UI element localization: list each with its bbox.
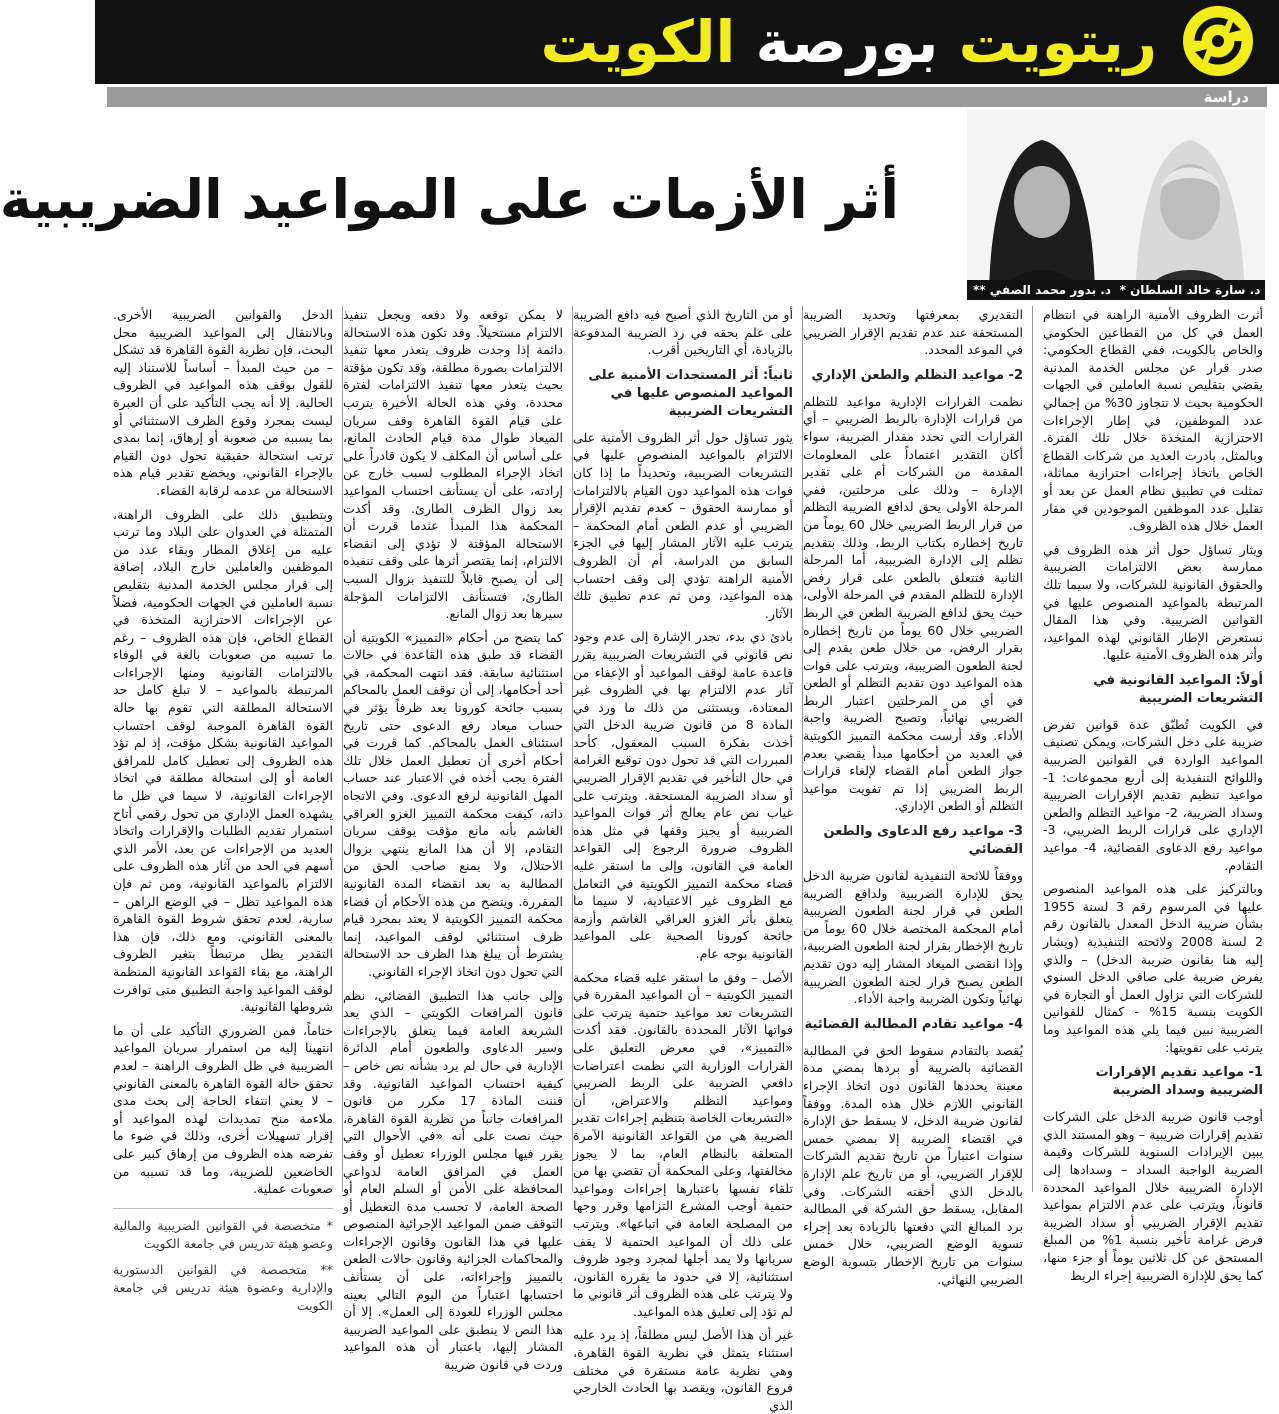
author-photo-2 (967, 110, 1117, 300)
subheading: أولاً: المواعيد القانونية في التشريعات الضريبية (1093, 672, 1263, 706)
masthead-title-word-1: ريتويت (958, 8, 1157, 76)
paragraph: أوجب قانون ضريبة الدخل على الشركات تقديم إقرارات ضريبية – وهو المستند الذي يبين الإيرادات السنوية للشركات وقيمة الضريبة الواجبة السداد – وسدادها إلى الإدارة الضريبية خلال المواعيد المحددة قانوناً، ويترتب على عدم الالتزام بمواعيد تقديم الإقرار الضريبي أو سداد الضريبة فرض غرامة تأخير بنسبة 1% من المبلغ المستحق عن كل ثلاثين يوماً أو جزء منها، كما يحق للإدارة الضريبية إجراء الربط (1043, 1109, 1263, 1283)
paragraph: وبالتركيز على هذه المواعيد المنصوص عليها في المرسوم رقم 3 لسنة 1955 بشأن ضريبة الدخل المعدل بالقانون رقم 2 لسنة 2008 ولائحته التنفيذية (ويشار إليه هنا بقانون ضريبة الدخل) – والذي يفرض ضريبة على صافي الدخل السنوي للشركات التي تزاول العمل أو التجارة في الكويت بنسبة 15% - كمثال للقوانين الضريبية نبين فيما يلي هذه المواعيد وما يترتب على تفويتها: (1043, 881, 1263, 1055)
subheading: 4- مواعيد تقادم المطالبة القضائية (804, 1016, 1023, 1032)
refresh-cycle-icon (1183, 6, 1253, 76)
paragraph: وإلى جانب هذا التطبيق القضائي، نظم قانون المرافعات الكويتي – الذي يعد الشريعة العامة فيما يتعلق بالإجراءات وسير الدعاوى والطعون أمام الدائرة الإدارية في حال لم يرد بشأنه نص خاص – كيفية احتساب المواعيد القانونية. وقد قننت المادة 17 مكرر من قانون المرافعات جانباً من نظرية القوة القاهرة، حيث نصت على أنه «في الأحوال التي يقرر فيها مجلس الوزراء تعطيل أو وقف العمل في المرافق العامة لدواعي المحافظة على الأمن أو السلم العام أو الصحة العامة، لا تحسب مدة التعطيل أو التوقف ضمن المواعيد الإجرائية المنصوص عليها في هذا القانون وقانون الإجراءات والمحاكمات الجزائية وقانون حالات الطعن بالتمييز وإجراءاته، على أن يستأنف احتسابها اعتباراً من اليوم التالي بعينه مجلس الوزراء للعودة إلى العمل». إلا أن هذا النص لا ينطبق على المواعيد الضريبية المشار إليها، باعتبار أن هذه المواعيد وردت في قانون ضريبة (343, 987, 563, 1373)
author-footnote-1: * متخصصة في القوانين الضريبية والمالية وعضو هيئة تدريس في جامعة الكويت (113, 1217, 333, 1251)
subheading: 2- مواعيد التظلم والطعن الإداري (811, 367, 1023, 383)
paragraph: يُقصد بالتقادم سقوط الحق في المطالبة القضائية بالضريبة أو بردها بمضي مدة معينة يحددها القانون دون اتخاذ الإجراء القانوني اللازم خلال هذه المدة. ووفقاً لقانون ضريبة الدخل، لا يسقط حق الإدارة في اقتضاء الضريبة إلا بمضي خمس سنوات اعتباراً من تاريخ تقديم الشركات للإقرار الضريبي، أو من تاريخ علم الإدارة بالدخل الذي أخفته الشركات. وفي المقابل، يسقط حق الشركة في المطالبة برد المبالغ التي دفعتها بالزيادة بعد إجراء تسوية الوضع الضريبي، خلال خمس سنوات من تاريخ الإخطار بتسوية الوضع الضريبي النهائي. (803, 1042, 1023, 1287)
paragraph: التقديري بمعرفتها وتحديد الضريبة المستحقة عند عدم تقديم الإقرار الضريبي في الموعد المحدد. (803, 307, 1023, 358)
paragraph: ختاماً، فمن الضروري التأكيد على أن ما انتهينا إليه من استمرار سريان المواعيد الضريبية في ظل الظروف الراهنة – لعدم تحقق حالة القوة القاهرة بالمعنى القانوني – لا يعني انتفاء الحاجة إلى بحث مدى ملاءمة منح تمديدات لهذه المواعيد أو إقرار تسهيلات أخرى، وذلك في ضوء ما تفرضه هذه الظروف من إرهاق كبير على الخاضعين للضريبة، وما قد تسببه من صعوبات عملية. (113, 1022, 333, 1197)
paragraph: ووفقاً للائحة التنفيذية لقانون ضريبة الدخل يحق للإدارة الضريبية ولدافع الضريبة الطعن في قرار لجنة الطعون الضريبية أمام المحكمة المختصة خلال 60 يوماً من تاريخ الإخطار بقرار لجنة الطعون الضريبية، وإذا انقضى الميعاد المشار إليه دون تقديم الطعن يصبح قرار لجنة الطعون الضريبية نهائياً وتكون الضريبة واجبة الأداء. (803, 868, 1024, 1007)
section-label: دراسة (1203, 88, 1249, 106)
paragraph: غير أن هذا الأصل ليس مطلقاً، إذ يرد عليه استثناء يتمثل في نظرية القوة القاهرة، وهي نظرية عامة مستقرة في مختلف فروع القانون، ويقصد بها الحادث الخارجي الذي (573, 1327, 793, 1413)
article-column-3 (573, 306, 793, 1413)
author-caption-2: د. بدور محمد الصفي ** (967, 280, 1117, 300)
paragraph: وبتطبيق ذلك على الظروف الراهنة، المتمثلة في العدوان على البلاد وما ترتب عليه من إغلاق المطار وبقاء عدد من الموظفين والعاملين خارج البلاد، إضافة إلى قرار مجلس الخدمة المدنية بتقليص نسبة العاملين في الجهات الحكومية، فضلاً عن الإجراءات الاحترازية المتخذة في القطاع الخاص، فإن هذه الظروف – رغم ما تسببه من صعوبات بالغة في الوفاء بالالتزامات القانونية ومنها الإجراءات المرتبطة بالمواعيد – لا تبلغ كامل حد الاستحالة المطلقة التي تقوم بها حالة القوة القاهرة الموجبة لوقف احتساب المواعيد القانونية بشكل مؤقت، إذ لم تؤد هذه الظروف إلى تعطيل كامل للمرافق العامة أو إلى استحالة مطلقة في اتخاذ الإجراءات القانونية، لا سيما في ظل ما يشهده العمل الإداري من تحول رقمي أتاح استمرار تقديم الطلبات والإقرارات واتخاذ العديد من الإجراءات عن بعد، الأمر الذي أسهم في الحد من آثار هذه الظروف على الالتزام بالمواعيد القانونية، ومن ثم فإن هذه المواعيد تظل – في الوضع الراهن – سارية، لعدم تحقق شروط القوة القاهرة بالمعنى القانوني. ومع ذلك، فإن هذا التقدير يظل مرتبطاً بتغير الظروف الراهنة، مع بقاء القواعد القانونية المنظمة لوقف المواعيد واجبة التطبيق متى توافرت شروطها القانونية. (113, 506, 333, 1015)
author-portrait-1 (1115, 110, 1265, 300)
author-footnote-2: ** متخصصة في القوانين الدستورية والإدارية وعضوة هيئة تدريس في جامعة الكويت (113, 1261, 333, 1313)
paragraph: أو من التاريخ الذي أصبح فيه دافع الضريبة على علم بحقه في رد الضريبة المدفوعة بالزيادة، أي التاريخين أقرب. (573, 307, 793, 358)
paragraph: الأصل – وفق ما استقر عليه قضاء محكمة التمييز الكويتية – أن المواعيد المقررة في التشريعات تعد مواعيد حتمية يترتب على فواتها الآثار المحددة بالقانون. فقد أكدت «التمييز»، في معرض التعليق على القرارات الوزارية التي نظمت اعتراضات دافعي الضريبة على الربط الضريبي ومواعيد التظلم والاعتراض، أن «التشريعات الخاصة بتنظيم إجراءات تقدير الضريبة هي من القواعد القانونية الآمرة المتعلقة بالنظام العام، بما لا يجوز مخالفتها، وعلى المحكمة أن تقضي بها من تلقاء نفسها باعتبارها إجراءات ومواعيد حتمية أوجب المشرع التزامها وقرر وجها من المصلحة العامة في اتباعها». ويترتب على ذلك أن المواعيد الحتمية لا يقف سريانها ولا يمد أجلها لمجرد وجود ظروف استثنائية، إلا في حدود ما يقرره القانون، ولا يترتب على هذه الظروف أثر قانوني ما لم تؤد إلى تعليق هذه المواعيد. (573, 969, 793, 1319)
article-column-4 (343, 306, 563, 1373)
author-caption-1: د. سارة خالد السلطان * (1115, 280, 1265, 300)
author-photo-1 (1115, 110, 1265, 300)
masthead-title (541, 4, 1158, 80)
paragraph: لا يمكن توقعه ولا دفعه ويجعل تنفيذ الالتزام مستحيلاً. وقد تكون هذه الاستحالة دائمة إذا وجدت ظروف يتعذر معها تنفيذ الالتزامات بصورة مطلقة، وقد تكون مؤقتة بحيث يتعذر معها تنفيذ الالتزامات لفترة محددة، وفي هذه الحالة الأخيرة يترتب على قيام القوة القاهرة وقف سريان الميعاد طوال مدة قيام الحادث المانع، على أساس أن المكلف لا يكون قادراً على اتخاذ الإجراء المطلوب لسبب خارج عن إرادته، على أن يستأنف احتساب المواعيد بعد زوال الظرف الطارئ. وقد أكدت المحكمة هذا المبدأ عندما قررت أن الاستحالة المؤقتة لا تؤدي إلى انقضاء الالتزام، إنما يقتصر أثرها على وقف تنفيذه إلى أن يصبح قابلاً للتنفيذ بزوال السبب الطارئ، فتستأنف الالتزامات المؤجلة سيرها بعد زوال المانع. (343, 307, 563, 622)
masthead-title-word-2: بورصة (755, 8, 939, 76)
paragraph: ويثار تساؤل حول أثر هذه الظروف في ممارسة بعض الالتزامات الضريبية والحقوق القانونية للشركات، ولا سيما تلك المرتبطة بالمواعيد المنصوص عليها في القوانين الضريبية. وفي هذا المقال نستعرض الإطار القانوني لهذه المواعيد، وأثر هذه الظروف الأمنية عليها. (1043, 541, 1263, 663)
subheading: 1- مواعيد تقديم الإقرارات الضريبية وسداد الضريبة (1095, 1065, 1263, 1099)
article-column-5 (113, 306, 333, 1313)
paragraph: نظمت القرارات الإدارية مواعيد للتظلم من قرارات الإدارة بالربط الضريبي – أي القرارات التي تحدد مقدار الضريبة، سواء أكان التقدير اعتماداً على المعلومات المقدمة من الشركات أم على تقدير الإدارة – وذلك على مرحلتين، ففي المرحلة الأولى يحق لدافع الضريبة التظلم من قرار الربط الضريبي خلال 60 يوماً من تاريخ إخطاره بكتاب الربط، وذلك بتقديم تظلم إلى الإدارة الضريبية، أما المرحلة الثانية فتتعلق بالطعن على قرار رفض الإدارة للتظلم المقدم في المرحلة الأولى، حيث يحق لدافع الضريبة الطعن في الربط الضريبي خلال 60 يوماً من تاريخ إخطاره بقرار الرفض، من خلال طعن يقدم إلى لجنة الطعون الضريبية، ويترتب على فوات هذه المواعيد دون تقديم التظلم أو الطعن في أي من المرحلتين اعتبار الربط الضريبي نهائياً، وتصبح الضريبة واجبة الأداء. وقد أرست محكمة التمييز الكويتية في العديد من أحكامها مبدأ يقضي بعدم جواز الطعن أمام القضاء لإلغاء قرارات الربط الضريبي إذا تم تفويت مواعيد التظلم أو الطعن الإداري. (803, 393, 1023, 814)
footnote-divider (113, 1208, 333, 1209)
paragraph: كما يتضح من أحكام «التمييز» الكويتية أن القضاء قد طبق هذه القاعدة في حالات استثنائية سابقة. فقد انتهت المحكمة، في أحد أحكامها، إلى أن توقف العمل بالمحاكم بسبب جائحة كورونا يعد ظرفاً يؤثر في حساب ميعاد رفع الدعوى حتى تاريخ استئناف العمل بالمحاكم. كما قررت في أحكام أخرى أن تعطيل العمل خلال تلك الفترة يجب أخذه في الاعتبار عند حساب المهل القانونية لرفع الدعوى. وفي الاتجاه ذاته، كيفت محكمة التمييز الغزو العراقي الغاشم بأنه مانع مؤقت يوقف سريان التقادم، إلا أن هذا المانع ينتهي بزوال الاحتلال، ولا يمنع صاحب الحق من المطالبة به بعد انقضاء المدة القانونية المقررة. ويتضح من هذه الأحكام أن قضاء محكمة التمييز الكويتية لا يعتد بمجرد قيام ظرف استثنائي لوقف المواعيد، إنما يشترط أن يبلغ هذا الظرف حد الاستحالة التي تحول دون اتخاذ الإجراء القانوني. (343, 629, 563, 979)
masthead-title-word-3: الكويت (540, 8, 736, 76)
article-column-2 (803, 306, 1024, 1287)
paragraph: أثرت الظروف الأمنية الراهنة في انتظام العمل في كل من القطاعين الحكومي والخاص بالكويت، ففي القطاع الحكومي: صدر قرار عن مجلس الخدمة المدنية يقضي بتقليص نسبة العاملين في الجهات الحكومية بحيث لا تتجاوز 30% من إجمالي عدد الموظفين، في إطار الإجراءات الاحترازية المتخذة خلال تلك الفترة. وبالمثل، بادرت العديد من شركات القطاع الخاص باتخاذ إجراءات احترازية مماثلة، تمثلت في تطبيق نظام العمل عن بعد أو تقليل عدد الموظفين الموجودين في مقار العمل خلال هذه الظروف. (1043, 307, 1263, 534)
paragraph: الدخل والقوانين الضريبية الأخرى. وبالانتقال إلى المواعيد الضريبية محل البحث، فإن نظرية القوة القاهرة قد تشكل – من حيث المبدأ – أساساً للاستناد إليه للقول بوقف هذه المواعيد في الظروف الحالية. إلا أنه يجب التأكيد على أن العبرة ليست بمجرد وقوع الظرف الاستثنائي أو بما يسببه من صعوبة أو إرهاق، إنما بمدى ترتب استحالة حقيقية تحول دون القيام بالإجراء القانوني، ويخضع تقدير قيام هذه الاستحالة من عدمه لرقابة القضاء. (113, 307, 333, 498)
article-headline: أثر الأزمات على المواعيد الضريبية (0, 168, 899, 231)
paragraph: بادئ ذي بدء، تجدر الإشارة إلى عدم وجود نص قانوني في التشريعات الضريبية يقرر قاعدة عامة لوقف المواعيد أو الإعفاء من آثار عدم الالتزام بها في الظروف غير المعتادة، ويستثنى من ذلك ما ورد في المادة 8 من قانون ضريبة الدخل التي أخذت بفكرة السبب المعقول، كأحد المبررات التي قد تحول دون توقيع الغرامة في حال التأخير في تقديم الإقرار الضريبي أو سداد الضريبة المستحقة. ويترتب على غياب نص عام يعالج أثر فوات المواعيد الضريبية أو يجيز وقفها في مثل هذه الظروف ضرورة الرجوع إلى القواعد العامة في القانون، وإلى ما استقر عليه قضاء محكمة التمييز الكويتية في التعامل مع الظروف غير الاعتيادية، لا سيما ما يتعلق بأثر الغزو العراقي الغاشم وأزمة جائحة كورونا الصحية على المواعيد القانونية بوجه عام. (573, 629, 793, 961)
subheading: ثانياً: أثر المستجدات الأمنية على المواعيد المنصوص عليها في التشريعات الضريبية (588, 367, 793, 419)
paragraph: في الكويت تُطبّق عدة قوانين تفرض ضريبة على دخل الشركات، ويمكن تصنيف المواعيد الواردة في القوانين الضريبية واللوائح التنفيذية إلى أربع مجموعات: 1- مواعيد تنظيم تقديم الإقرارات الضريبية وسداد الضريبة، 2- مواعيد التظلم والطعن الإداري على قرارات الربط الضريبي، 3- مواعيد رفع الدعاوى القضائية، 4- مواعيد التقادم. (1043, 716, 1263, 873)
paragraph: يثور تساؤل حول أثر الظروف الأمنية على الالتزام بالمواعيد المنصوص عليها في التشريعات الضريبية، وتحديداً ما إذا كان فوات هذه المواعيد دون القيام بالالتزامات أو ممارسة الحقوق – كعدم تقديم الإقرار الضريبي أو عدم الطعن أمام المحكمة – يترتب عليه الآثار المشار إليها في الجزء السابق من الدراسة، أم أن الظروف الأمنية الراهنة تؤدي إلى وقف احتساب هذه المواعيد، ومن ثم عدم تطبيق تلك الآثار. (573, 429, 793, 621)
subheading: 3- مواعيد رفع الدعاوى والطعن القضائي (823, 824, 1023, 858)
section-bar (107, 87, 1267, 107)
column-divider (1032, 306, 1033, 1192)
author-portrait-2 (967, 110, 1117, 300)
article-column-1 (1043, 306, 1263, 1283)
masthead-banner (95, 0, 1279, 84)
